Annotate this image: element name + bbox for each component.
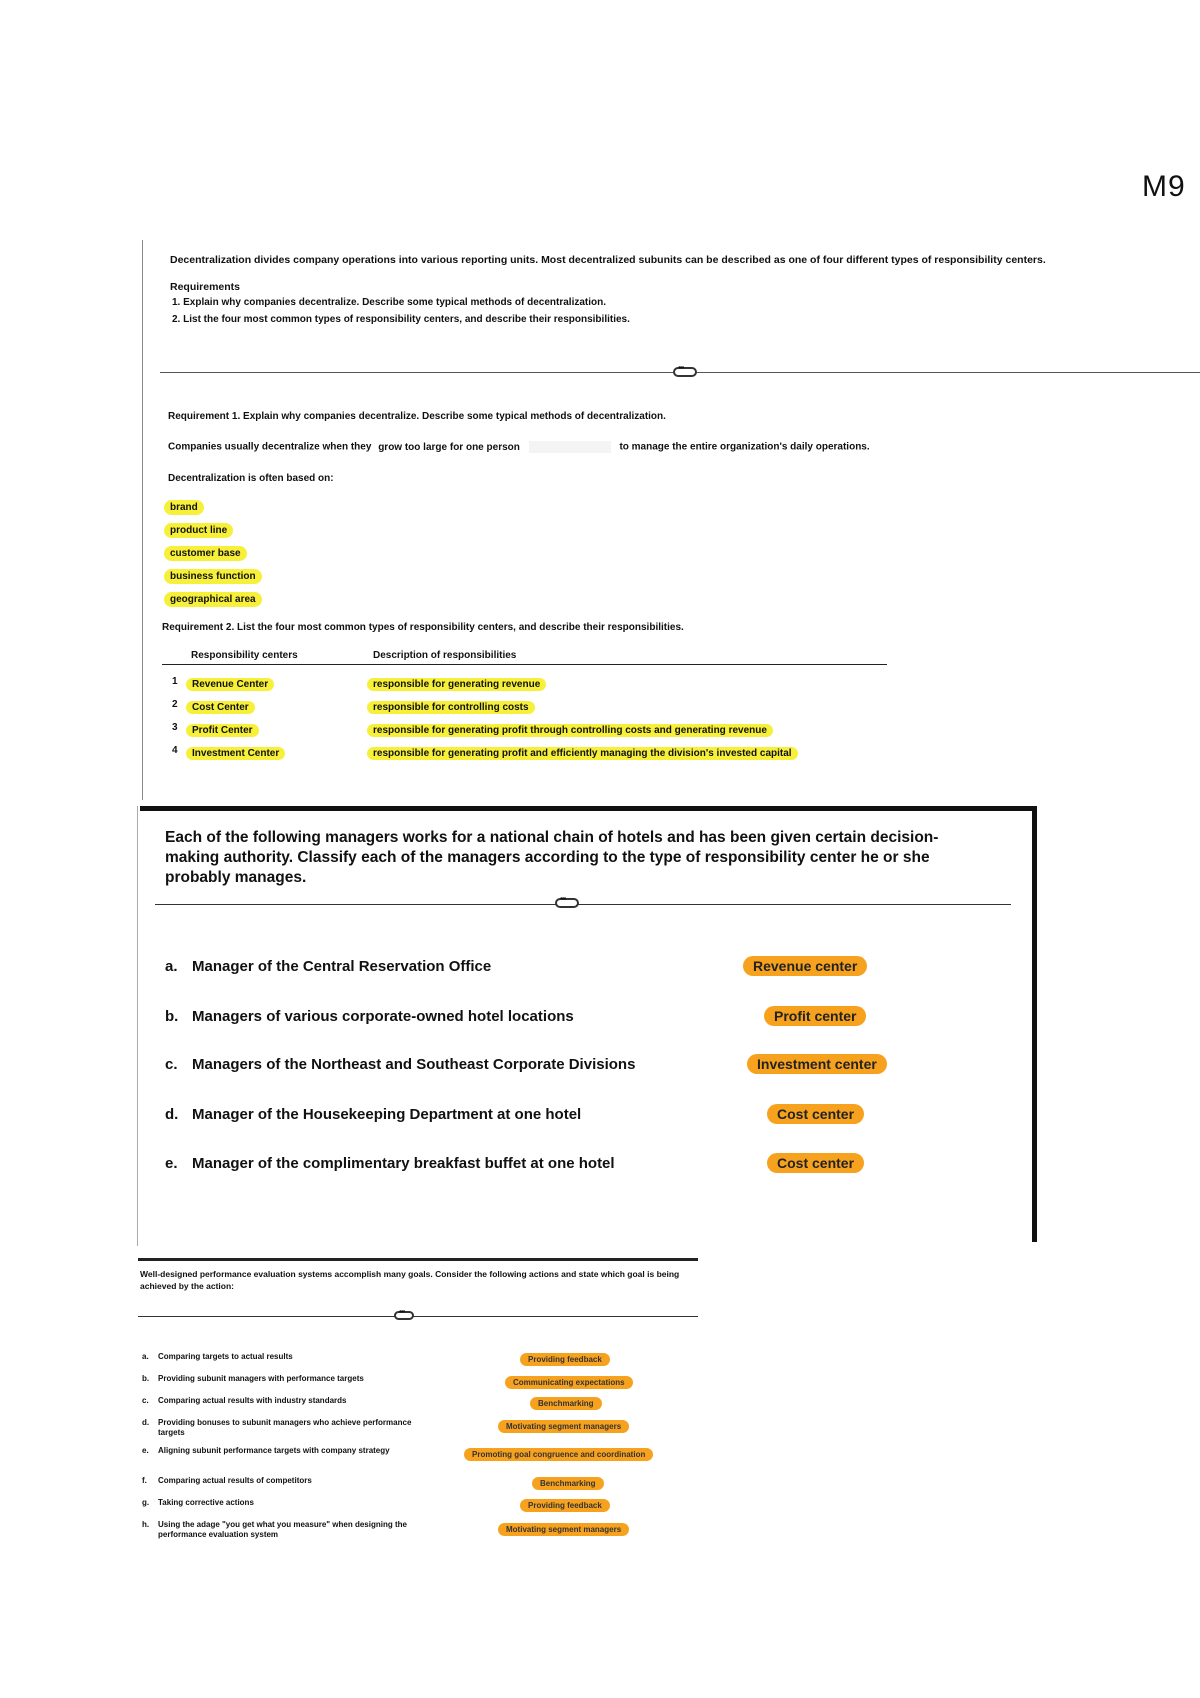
requirement-2: 2. List the four most common types of responsibility centers, and describe their responsibilities.	[172, 314, 630, 325]
table-cell-description: responsible for generating profit through controlling costs and generating revenue	[367, 720, 773, 738]
basis-label: geographical area	[164, 592, 262, 607]
goal-select[interactable]: Motivating segment managers	[498, 1416, 629, 1434]
table-cell-description: responsible for controlling costs	[367, 697, 535, 715]
action-letter: a.	[142, 1352, 149, 1361]
answer-select[interactable]: Cost center	[767, 1106, 864, 1124]
requirement-1: 1. Explain why companies decentralize. Describe some typical methods of decentralization.	[172, 297, 607, 308]
action-letter: h.	[142, 1520, 150, 1529]
more-options-icon[interactable]	[555, 898, 579, 908]
goal-select[interactable]: Providing feedback	[520, 1495, 610, 1513]
table-header-rule	[162, 664, 887, 665]
companies-end: to manage the entire organization's daily operations.	[619, 441, 870, 453]
table-cell-center: Investment Center	[186, 743, 285, 761]
more-options-icon[interactable]	[673, 367, 697, 377]
action-letter: f.	[142, 1476, 147, 1485]
goal-select[interactable]: Benchmarking	[532, 1473, 604, 1491]
table-cell-center: Profit Center	[186, 720, 259, 738]
companies-sentence	[168, 441, 870, 453]
section1-left-border	[142, 240, 143, 800]
page-label: M9	[1142, 170, 1186, 203]
goal-select[interactable]: Providing feedback	[520, 1349, 610, 1367]
section2-right-border	[1032, 806, 1037, 1242]
companies-start: Companies usually decentralize when they	[168, 441, 372, 453]
more-options-icon[interactable]	[394, 1311, 414, 1320]
action-letter: d.	[142, 1418, 150, 1427]
section2-intro: Each of the following managers works for a national chain of hotels and has been given certain decision-making authority. Classify each of the managers according to the type of responsibility center he or she probably manages.	[165, 829, 939, 886]
section3-intro: Well-designed performance evaluation systems accomplish many goals. Consider the following actions and state which goal is being achieved by the action:	[140, 1269, 680, 1291]
item-letter: a.	[165, 958, 178, 975]
requirement-2-heading: Requirement 2. List the four most common types of responsibility centers, and describe their responsibilities.	[162, 622, 684, 633]
table-cell-description: responsible for generating profit and efficiently managing the division's invested capital	[367, 743, 798, 761]
answer-select[interactable]: Investment center	[747, 1056, 887, 1074]
goal-select[interactable]: Benchmarking	[530, 1393, 602, 1411]
section2-left-border	[137, 806, 138, 1246]
row-number: 2	[172, 699, 178, 710]
action-text: Providing subunit managers with performance targets	[158, 1374, 364, 1383]
item-letter: b.	[165, 1008, 179, 1025]
action-text: Aligning subunit performance targets with company strategy	[158, 1446, 390, 1455]
goal-select[interactable]: Communicating expectations	[505, 1372, 633, 1390]
table-cell-center: Cost Center	[186, 697, 255, 715]
companies-answer: grow too large for one person	[378, 441, 520, 453]
answer-select[interactable]: Revenue center	[743, 958, 867, 976]
basis-item	[164, 589, 262, 607]
answer-select[interactable]: Cost center	[767, 1155, 864, 1173]
action-text: Comparing actual results with industry standards	[158, 1396, 347, 1405]
section3-top-border	[138, 1258, 698, 1261]
table-header-centers: Responsibility centers	[191, 650, 298, 661]
action-text: Comparing actual results of competitors	[158, 1476, 312, 1485]
answer-blank-field[interactable]	[529, 441, 611, 453]
basis-item	[164, 520, 233, 538]
table-header-description: Description of responsibilities	[373, 650, 517, 661]
section2-top-border	[140, 806, 1036, 811]
basis-label: customer base	[164, 546, 247, 561]
action-text: Providing bonuses to subunit managers who achieve performance targets	[158, 1418, 412, 1437]
answer-select[interactable]: Profit center	[764, 1008, 866, 1026]
basis-item	[164, 543, 247, 561]
basis-label: brand	[164, 500, 204, 515]
manager-description: Managers of the Northeast and Southeast Corporate Divisions	[192, 1056, 636, 1073]
action-letter: g.	[142, 1498, 150, 1507]
manager-description: Manager of the Central Reservation Office	[192, 958, 492, 975]
requirement-1-heading: Requirement 1. Explain why companies decentralize. Describe some typical methods of decentralization.	[168, 411, 666, 422]
requirements-heading: Requirements	[170, 281, 241, 293]
action-text: Using the adage "you get what you measure" when designing the performance evaluation system	[158, 1520, 407, 1539]
section2-separator	[155, 904, 1011, 905]
action-letter: c.	[142, 1396, 149, 1405]
table-cell-center: Revenue Center	[186, 674, 274, 692]
action-letter: b.	[142, 1374, 150, 1383]
basis-item	[164, 497, 204, 515]
row-number: 1	[172, 676, 178, 687]
action-letter: e.	[142, 1446, 149, 1455]
goal-select[interactable]: Motivating segment managers	[498, 1519, 629, 1537]
item-letter: d.	[165, 1106, 179, 1123]
row-number: 3	[172, 722, 178, 733]
manager-description: Manager of the Housekeeping Department at one hotel	[192, 1106, 582, 1123]
goal-select[interactable]: Promoting goal congruence and coordination	[464, 1444, 653, 1462]
section1-intro: Decentralization divides company operations into various reporting units. Most decentralized subunits can be described as one of four different types of responsibility centers.	[170, 254, 1046, 266]
manager-description: Manager of the complimentary breakfast buffet at one hotel	[192, 1155, 615, 1172]
basis-item	[164, 566, 262, 584]
row-number: 4	[172, 745, 178, 756]
manager-description: Managers of various corporate-owned hotel locations	[192, 1008, 574, 1025]
table-cell-description: responsible for generating revenue	[367, 674, 546, 692]
section3-separator	[138, 1316, 698, 1317]
basis-label: product line	[164, 523, 233, 538]
basis-label: business function	[164, 569, 262, 584]
item-letter: e.	[165, 1155, 178, 1172]
item-letter: c.	[165, 1056, 178, 1073]
decentralization-based-on: Decentralization is often based on:	[168, 473, 334, 484]
action-text: Taking corrective actions	[158, 1498, 254, 1507]
action-text: Comparing targets to actual results	[158, 1352, 293, 1361]
